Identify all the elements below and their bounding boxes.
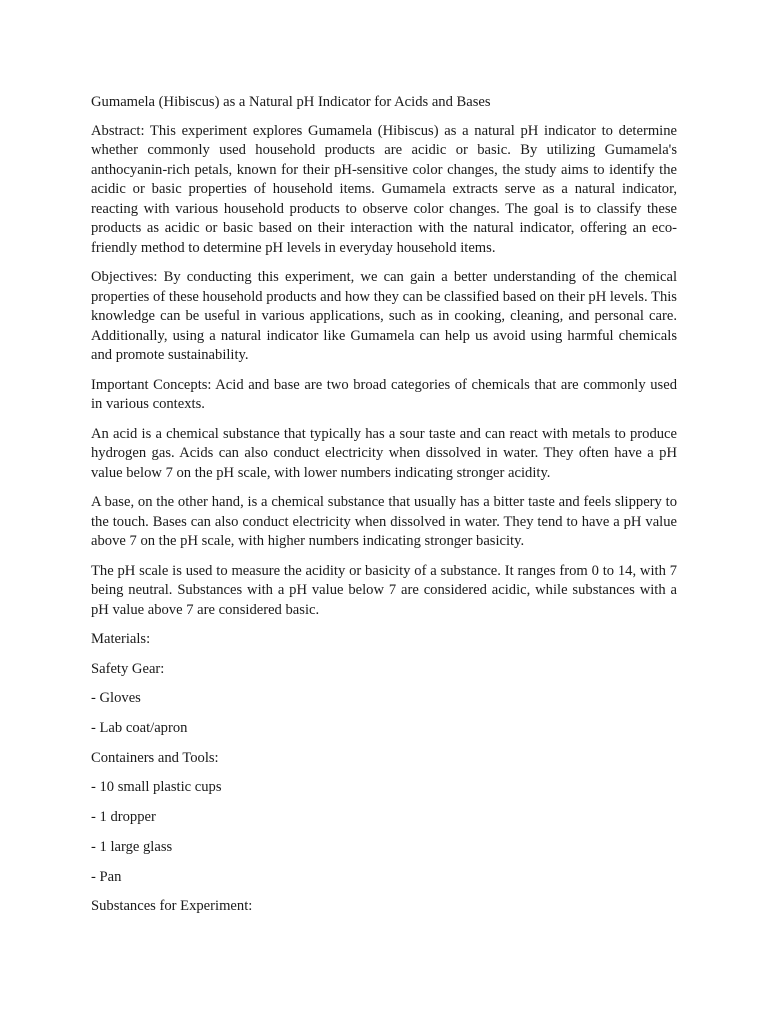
list-item: - Lab coat/apron	[91, 720, 188, 737]
objectives-paragraph: Objectives: By conducting this experiment, we can gain a better understanding of the chemical properties of these household products and how they can be classified based on their pH levels. This knowledge can be useful in various applications, such as in cooking, cleaning, and personal care. Additionally, using a natural indicator like Gumamela can help us avoid using harmful chemicals and promote sustainability.	[91, 269, 677, 363]
list-item: - 1 dropper	[91, 809, 156, 826]
abstract-paragraph: Abstract: This experiment explores Gumamela (Hibiscus) as a natural pH indicator to determine whether commonly used household products are acidic or basic. By utilizing Gumamela's anthocyanin-rich petals, known for their pH-sensitive color changes, the study aims to identify the acidic or basic properties of household items. Gumamela extracts serve as a natural indicator, reacting with various household products to observe color changes. The goal is to classify these products as acidic or basic based on their interaction with the natural indicator, offering an eco-friendly method to determine pH levels in everyday household items.	[91, 122, 677, 256]
list-item: - Pan	[91, 868, 122, 885]
substances-heading: Substances for Experiment:	[91, 898, 253, 915]
containers-heading: Containers and Tools:	[91, 749, 219, 766]
list-item: - 1 large glass	[91, 838, 173, 855]
materials-heading: Materials:	[91, 631, 151, 647]
document-title: Gumamela (Hibiscus) as a Natural pH Indicator for Acids and Bases	[91, 94, 491, 110]
ph-scale-paragraph: The pH scale is used to measure the acidity or basicity of a substance. It ranges from 0 to 14, with 7 being neutral. Substances with a pH value below 7 are considered acidic, while substances with a pH value above 7 are considered basic.	[91, 562, 677, 618]
list-item: - 10 small plastic cups	[91, 779, 222, 796]
base-paragraph: A base, on the other hand, is a chemical substance that usually has a bitter taste and feels slippery to the touch. Bases can also conduct electricity when dissolved in water. They tend to have a pH value above 7 on the pH scale, with higher numbers indicating stronger basicity.	[91, 494, 677, 549]
acid-paragraph: An acid is a chemical substance that typically has a sour taste and can react with metals to produce hydrogen gas. Acids can also conduct electricity when dissolved in water. They often have a pH value below 7 on the pH scale, with lower numbers indicating stronger acidity.	[91, 425, 677, 481]
list-item: - Gloves	[91, 690, 141, 707]
safety-gear-heading: Safety Gear:	[91, 660, 165, 677]
important-concepts-paragraph: Important Concepts: Acid and base are two broad categories of chemicals that are commonly used in various contexts.	[91, 376, 677, 412]
document-body	[91, 93, 677, 927]
